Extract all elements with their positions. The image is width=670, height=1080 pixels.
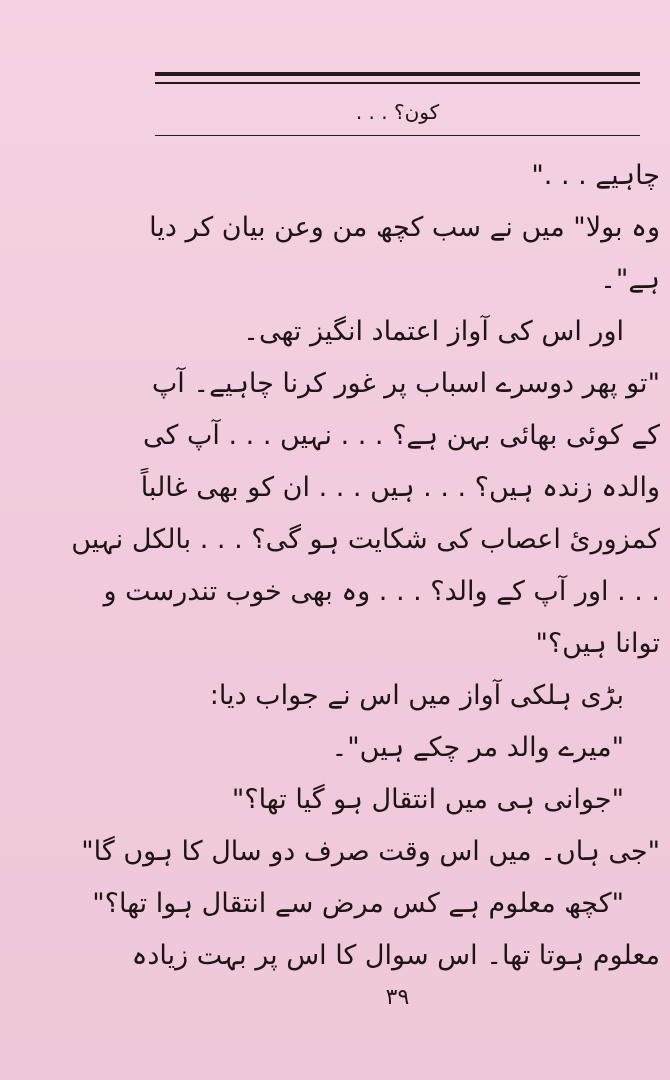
running-head: کون؟ . . . [355,100,440,124]
text-line: "کچھ معلوم ہے کس مرض سے انتقال ہوا تھا؟" [92,888,624,919]
text-line: "میرے والد مر چکے ہیں"۔ [331,732,624,763]
header-rule-thick [155,72,640,76]
text-line: کے کوئی بھائی بہن ہے؟ . . . نہیں . . . آپ کی [143,420,660,451]
text-line: والدہ زندہ ہیں؟ . . . ہیں . . . ان کو بھی غالباً [140,472,660,503]
text-line: ہے"۔ [600,264,660,295]
header-rule-thin [155,82,640,84]
text-line: "جوانی ہی میں انتقال ہو گیا تھا؟" [231,784,624,815]
page-number: ۳۹ [385,985,410,1010]
text-line: چاہیے . . ." [531,160,660,191]
text-line: معلوم ہوتا تھا۔ اس سوال کا اس پر بہت زیادہ [131,940,660,971]
text-line: . . . اور آپ کے والد؟ . . . وہ بھی خوب تندرست و [103,576,660,607]
text-line: بڑی ہلکی آواز میں اس نے جواب دیا: [209,680,624,711]
body-text [71,150,660,982]
text-line: توانا ہیں؟" [535,628,660,659]
text-line: "تو پھر دوسرے اسباب پر غور کرنا چاہیے۔ آپ [151,368,660,399]
text-line: وہ بولا" میں نے سب کچھ من وعن بیان کر دیا [149,212,660,243]
text-line: "جی ہاں۔ میں اس وقت صرف دو سال کا ہوں گا" [81,836,660,867]
text-line: اور اس کی آواز اعتماد انگیز تھی۔ [243,316,624,347]
header-rule-under [155,135,640,136]
text-line: کمزوریٔ اعصاب کی شکایت ہو گی؟ . . . بالکل نہیں [71,524,660,555]
